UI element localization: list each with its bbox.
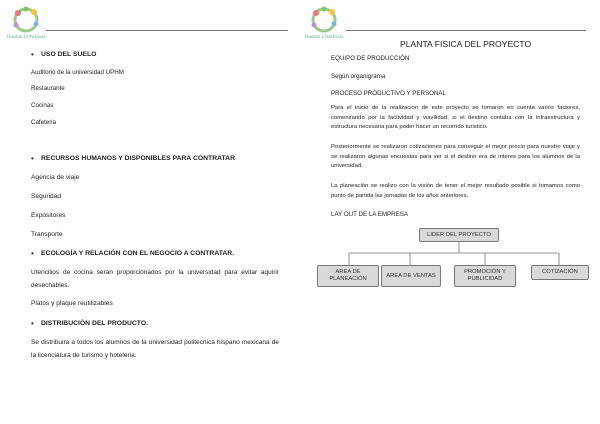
label-equipo: EQUIPO DE PRODUCCIÓN: [331, 55, 410, 62]
heading-recursos: RECURSOS HUMANOS Y DISPONIBLES PARA CONTRATAR: [41, 155, 235, 162]
paragraph: Se distribuira a todos los alumnos de la universidad politecnica hispano mexicana de la licenciatura de turismo y hoteleria.: [31, 339, 279, 359]
org-node-cotizacion: COTIZACIÓN: [531, 265, 589, 280]
label-segun: Según organigrama: [331, 73, 386, 80]
org-node-promocion: PROMOCIÓN Y PUBLICIDAD: [454, 265, 516, 287]
paragraph: Utencilios de cocina seran proporcionados por la universidad para evitar aquirir desechables.: [31, 269, 279, 289]
list-item: Cocinas: [31, 102, 54, 109]
page-title: PLANTA FISICA DEL PROYECTO: [400, 39, 532, 49]
list-item: Restaurante: [31, 85, 65, 92]
list-item: Agencia de viaje: [31, 174, 80, 181]
paragraph: Platos y plaque reutilizables: [31, 300, 113, 307]
logo-wreath-icon: [6, 4, 46, 42]
heading-ecologia: ECOLOGÍA Y RELACIÓN CON EL NEGOCIO A CONTRATAR.: [41, 250, 235, 257]
bullet: •: [31, 319, 34, 328]
svg-text:Gustas Creativas: Gustas Creativas: [304, 35, 344, 40]
list-item: Seguridad: [31, 193, 62, 200]
label-layout: LAY OUT DE LA EMPRESA: [331, 211, 409, 218]
list-item: Expositores: [31, 212, 66, 219]
label-proceso: PROCESO PRODUCTIVO Y PERSONAL: [331, 90, 446, 97]
svg-text:Gustas Creativas: Gustas Creativas: [6, 35, 46, 40]
bullet: •: [31, 50, 34, 59]
org-node-leader: LIDER DEL PROYECTO: [419, 228, 499, 242]
org-node-ventas: AREA DE VENTAS: [381, 265, 441, 287]
paragraph: Para el inicio de la realizacion de este proyecto se tomaron en cuenta varios factores, comenzando por la factividad y viavilidad, si el destino contaba con la infraestructura y estructura necesaria para poder hacer un recorrido turistico.: [331, 105, 580, 130]
list-item: Auditorio de la universidad UPHM: [31, 69, 124, 76]
bullet: •: [31, 249, 34, 258]
bullet: •: [31, 154, 34, 163]
right-page: [300, 0, 600, 424]
org-node-planeacion: AREA DE PLANEACIÓN: [317, 265, 379, 287]
heading-distribucion: DISTRIBUCIÓN DEL PRODUCTO.: [41, 320, 148, 327]
heading-uso-suelo: USO DEL SUELO: [41, 51, 97, 58]
paragraph: Posteriormente se realizaron cotizaciones para conseguir el mejor precio para nuestro viaje y se realizaron algunas encuestas para ver si el destino era de interes para los alumnos de la universidad.: [331, 144, 580, 169]
list-item: Cafeteria: [31, 119, 57, 126]
header-rule: [46, 30, 288, 31]
paragraph: La planeación se realizo con la visión de tener el mejor resultado posible si tomamos como punto de partida las jornadas de los años anteriores.: [331, 183, 580, 199]
org-chart-connectors: [300, 0, 600, 424]
list-item: Transporte: [31, 231, 63, 238]
